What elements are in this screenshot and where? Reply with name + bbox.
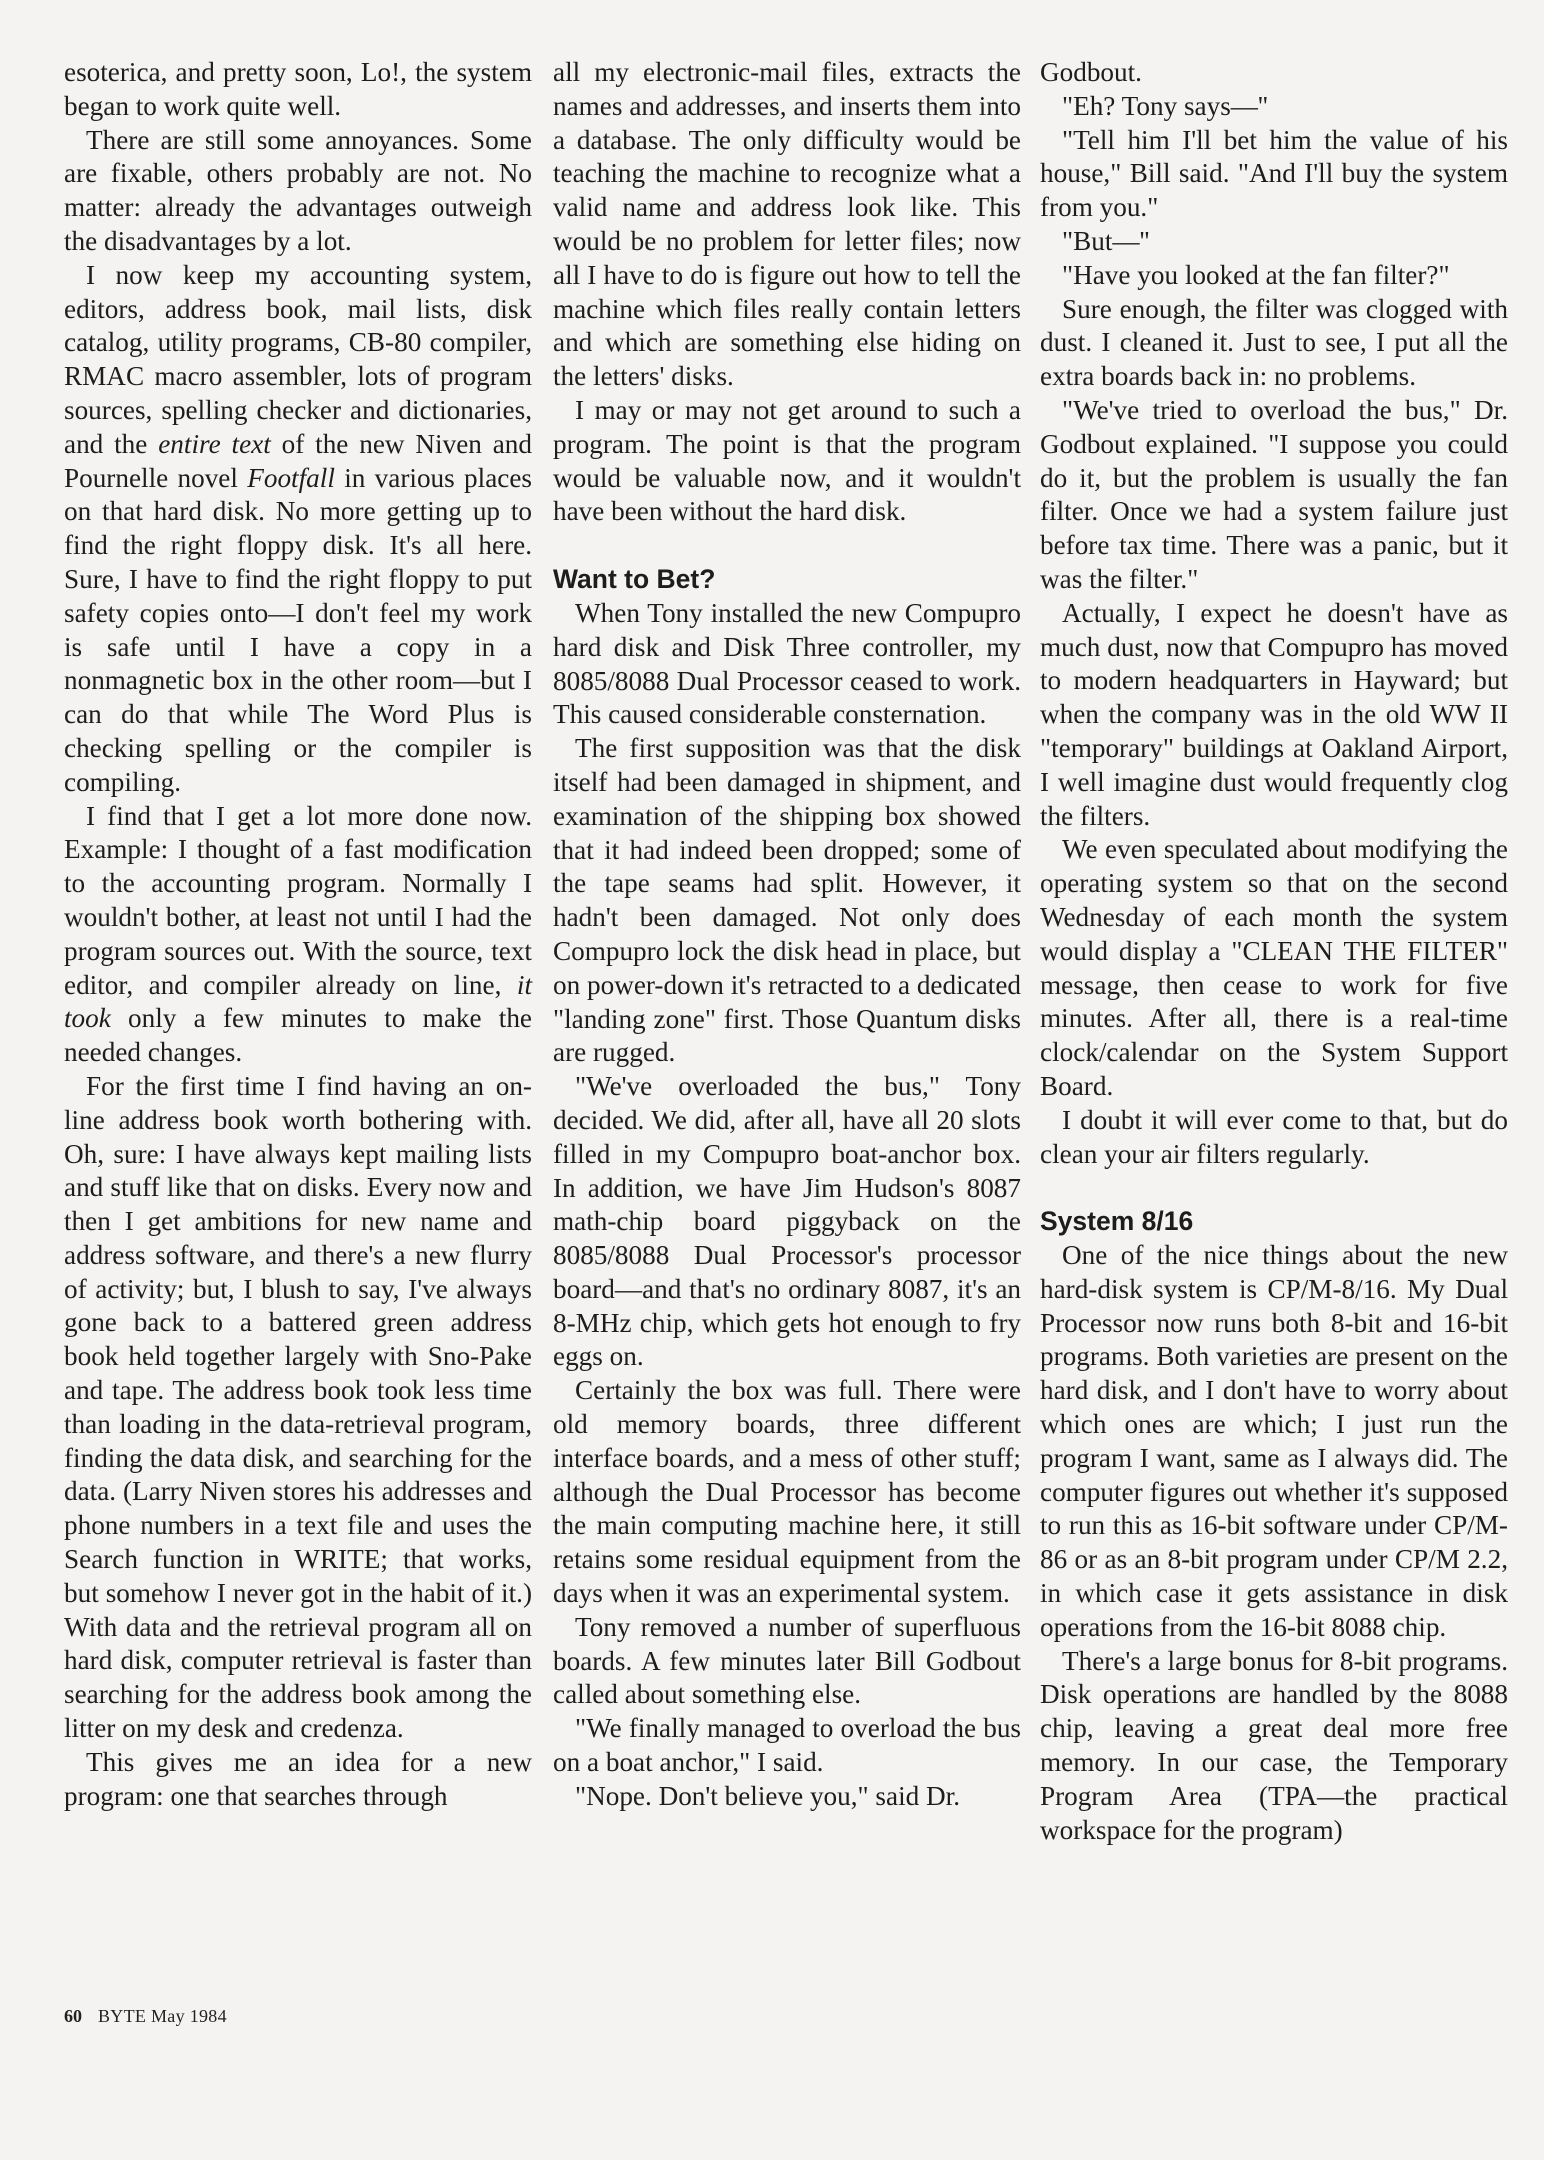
paragraph [64,259,532,800]
paragraph: "Nope. Don't believe you," said Dr. [575,1780,960,1811]
section-gap [553,529,1021,563]
paragraph: When Tony installed the new Compupro hard disk and Disk Three controller, my 8085/8088 Dual Processor ceased to work. This caused considerable consternation. [553,597,1021,730]
paragraph: Sure enough, the filter was clogged with dust. I cleaned it. Just to see, I put all the extra boards back in: no problems. [1040,293,1508,392]
paragraph: Certainly the box was full. There were old memory boards, three different interface boards, and a mess of other stuff; although the Dual Processor has become the main computing machine here, it still retains some residual equipment from the days when it was an experimental system. [553,1375,1021,1609]
paragraph: "We finally managed to overload the bus on a boat anchor," I said. [553,1713,1021,1778]
text-column-1 [64,56,532,1813]
paragraph: "We've tried to overload the bus," Dr. Godbout explained. "I suppose you could do it, but the problem is usually the fan filter. Once we had a system failure just before tax time. There was a panic, but it was the filter." [1040,394,1508,594]
page-footer [64,2005,227,2027]
paragraph: Tony removed a number of superfluous boards. A few minutes later Bill Godbout called about something else. [553,1611,1021,1710]
paragraph: We even speculated about modifying the operating system so that on the second Wednesday of each month the system would display a "CLEAN THE FILTER" message, then cease to work for five minutes. After all, there is a real-time clock/calendar on the System Support Board. [1040,834,1508,1101]
paragraph: "But—'' [1062,225,1150,256]
section-heading: System 8/16 [1040,1206,1194,1237]
paragraph: all my electronic-mail files, extracts the names and addresses, and inserts them into a database. The only difficulty would be teaching the machine to recognize what a valid name and address look like. This would be no problem for letter files; now all I have to do is figure out how to tell the machine which files really contain letters and which are something else hiding on the letters' disks. [553,57,1021,392]
text-column-2 [553,56,1021,1814]
text-run: in various places on that hard disk. No more getting up to find the right floppy disk. It's all here. Sure, I have to find the right floppy to put safety copies onto—I don't feel my work is safe until I have a copy in a nonmagnetic box in the other room—but I can do that while The Word Plus is checking spelling or the compiler is compiling. [64,462,532,797]
paragraph: I doubt it will ever come to that, but do clean your air filters regularly. [1040,1104,1508,1169]
paragraph: One of the nice things about the new hard-disk system is CP/M-8/16. My Dual Processor now runs both 8-bit and 16-bit programs. Both varieties are present on the hard disk, and I don't have to worry about which ones are which; I just run the program I want, same as I always did. The computer figures out whether it's supposed to run this as 16-bit software under CP/M-86 or as an 8-bit program under CP/M 2.2, in which case it gets assistance in disk operations from the 16-bit 8088 chip. [1040,1240,1508,1642]
text-run: only a few minutes to make the needed changes. [64,1003,532,1068]
section-heading: Want to Bet? [553,564,716,595]
paragraph: The first supposition was that the disk itself had been damaged in shipment, and examination of the shipping box showed that it had indeed been dropped; some of the tape seams had split. However, it hadn't been damaged. Not only does Compupro lock the disk head in place, but on power-down it's retracted to a dedicated "landing zone" first. Those Quantum disks are rugged. [553,733,1021,1068]
paragraph [64,800,532,1070]
text-run: I find that I get a lot more done now. Example: I thought of a fast modification to the accounting program. Normally I wouldn't bother, at least not until I had the program sources out. With the source, text editor, and compiler already on line, [64,800,532,1000]
text-run: of the new Niven and Pournelle novel [64,428,532,493]
paragraph: There's a large bonus for 8-bit programs. Disk operations are handled by the 8088 chip, leaving a great deal more free memory. In our case, the Temporary Program Area (TPA—the practical workspace for the program) [1040,1645,1508,1845]
paragraph: "Tell him I'll bet him the value of his house," Bill said. "And I'll buy the system from you." [1040,124,1508,223]
paragraph: "Have you looked at the fan filter?" [1062,259,1450,290]
text-column-3 [1040,56,1508,1847]
paragraph: This gives me an idea for a new program: one that searches through [64,1746,532,1811]
publication-info: BYTE May 1984 [98,2006,227,2026]
paragraph: "We've overloaded the bus," Tony decided. We did, after all, have all 20 slots filled in my Compupro boat-anchor box. In addition, we have Jim Hudson's 8087 math-chip board piggyback on the 8085/8088 Dual Processor's processor board—and that's no ordinary 8087, it's an 8-MHz chip, which gets hot enough to fry eggs on. [553,1071,1021,1372]
paragraph: I may or may not get around to such a program. The point is that the program would be valuable now, and it wouldn't have been without the hard disk. [553,394,1021,527]
page-number: 60 [64,2006,82,2026]
paragraph: Godbout. [1040,57,1142,87]
section-gap [1040,1171,1508,1205]
paragraph: For the first time I find having an on-line address book worth bothering with. Oh, sure: I have always kept mailing lists and stuff like that on disks. Every now and then I get ambitions for new name and address software, and there's a new flurry of activity; but, I blush to say, I've always gone back to a battered green address book held together largely with Sno-Pake and tape. The address book took less time than loading in the data-retrieval program, finding the data disk, and searching for the data. (Larry Niven stores his addresses and phone numbers in a text file and uses the Search function in WRITE; that works, but somehow I never got in the habit of it.) With data and the retrieval program all on hard disk, computer retrieval is faster than searching for the address book among the litter on my desk and credenza. [64,1070,532,1744]
text-run: I now keep my accounting system, editors, address book, mail lists, disk catalog, utility programs, CB-80 compiler, RMAC macro assembler, lots of program sources, spelling checker and dictionaries, and the [64,259,532,459]
paragraph: esoterica, and pretty soon, Lo!, the system began to work quite well. [64,57,532,121]
emphasis-text: entire text [158,428,271,459]
book-title: Footfall [247,462,335,493]
paragraph: There are still some annoyances. Some are fixable, others probably are not. No matter: already the advantages outweigh the disadvantages by a lot. [64,124,532,256]
emphasis-text: it took [64,969,532,1034]
paragraph: "Eh? Tony says—'' [1062,90,1268,121]
paragraph: Actually, I expect he doesn't have as much dust, now that Compupro has moved to modern headquarters in Hayward; but when the company was in the old WW II "temporary" buildings at Oakland Airport, I well imagine dust would frequently clog the filters. [1040,597,1508,831]
